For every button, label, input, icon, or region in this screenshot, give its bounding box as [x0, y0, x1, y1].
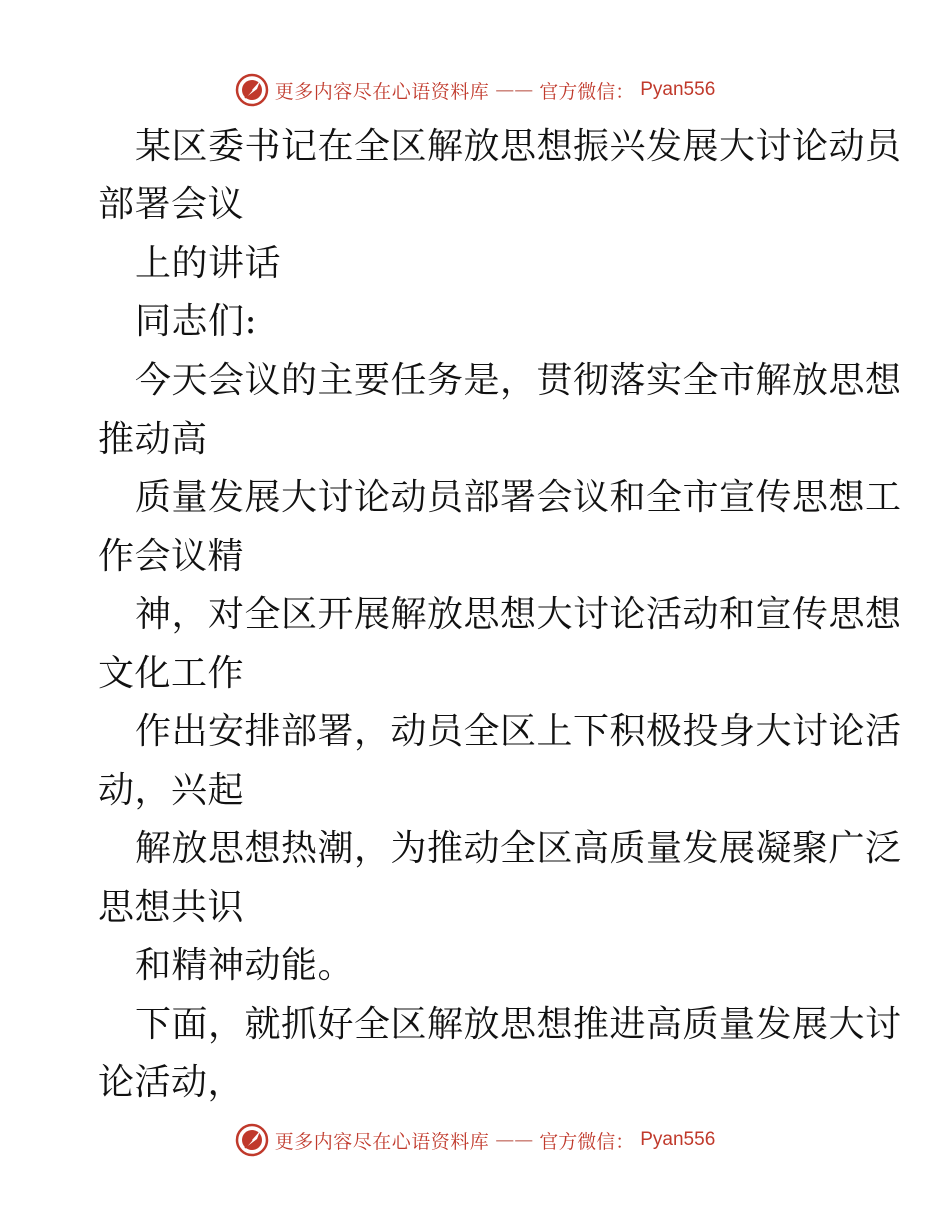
- title-line-1: 某区委书记在全区解放思想振兴发展大讨论动员: [135, 126, 902, 167]
- title-line-3: 上的讲话: [135, 243, 282, 284]
- footer-watermark: [0, 1120, 950, 1160]
- watermark-separator: ——: [495, 79, 534, 101]
- paragraph-line: 质量发展大讨论动员部署会议和全市宣传思想工: [135, 477, 902, 518]
- paragraph-line: 论活动，: [98, 1062, 245, 1103]
- watermark-separator: ——: [495, 1129, 534, 1151]
- paragraph-line: 神，对全区开展解放思想大讨论活动和宣传思想: [135, 594, 902, 635]
- paragraph-line: 作会议精: [98, 536, 245, 577]
- paragraph-line: 和精神动能。: [135, 945, 355, 986]
- title-line-2: 部署会议: [98, 184, 245, 225]
- salutation: 同志们:: [135, 301, 258, 342]
- paragraph-line: 作出安排部署，动员全区上下积极投身大讨论活: [135, 711, 902, 752]
- paragraph-line: 思想共识: [98, 887, 245, 928]
- watermark-label: 官方微信：: [539, 1130, 635, 1153]
- watermark-wechat-id: Pyan556: [640, 1129, 716, 1150]
- watermark-wechat-id: Pyan556: [640, 79, 716, 100]
- watermark-label: 官方微信：: [539, 80, 635, 103]
- paragraph-line: 下面，就抓好全区解放思想推进高质量发展大讨: [135, 1004, 902, 1045]
- watermark-text: 更多内容尽在心语资料库: [274, 80, 490, 103]
- paragraph-line: 解放思想热潮，为推动全区高质量发展凝聚广泛: [135, 828, 902, 869]
- watermark-text: 更多内容尽在心语资料库: [274, 1130, 490, 1153]
- quill-pen-logo-icon: [235, 1123, 269, 1157]
- paragraph-line: 推动高: [98, 419, 208, 460]
- paragraph-line: 今天会议的主要任务是，贯彻落实全市解放思想: [135, 360, 902, 401]
- paragraph-line: 动，兴起: [98, 770, 245, 811]
- paragraph-line: 文化工作: [98, 653, 245, 694]
